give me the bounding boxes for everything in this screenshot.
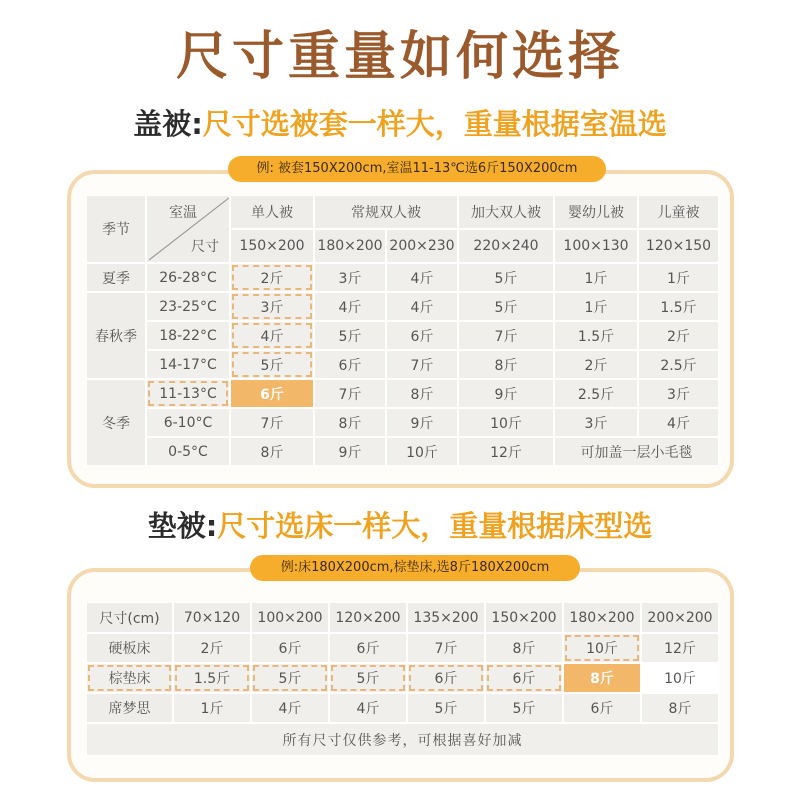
type-baby: 婴幼儿被: [554, 195, 638, 229]
blanket-note: 可加盖一层小毛毯: [554, 437, 719, 466]
weight-cell: 10斤: [563, 633, 641, 663]
weight-cell: 1.5斤: [638, 292, 719, 321]
mattress-heading-lead: 垫被:: [147, 509, 218, 543]
corner-header: [146, 195, 230, 263]
weight-cell: 10斤: [458, 408, 554, 437]
weight-cell: 8斤: [230, 437, 314, 466]
weight-cell: 5斤: [407, 693, 485, 723]
quilt-type-row: [86, 195, 719, 229]
weight-cell: 6斤: [329, 633, 407, 663]
weight-cell: 5斤: [230, 350, 314, 379]
temp-cell: 14-17°C: [146, 350, 230, 379]
footnote-row: [86, 723, 719, 756]
bed-hardboard: 硬板床: [86, 633, 173, 663]
weight-cell: 7斤: [407, 633, 485, 663]
size-cell: 220×240: [458, 229, 554, 263]
weight-cell: 7斤: [386, 350, 458, 379]
season-header: 季节: [86, 195, 146, 263]
weight-cell: 1.5斤: [173, 663, 251, 693]
weight-cell: 2.5斤: [638, 350, 719, 379]
mattress-heading-rest: 尺寸选床一样大，重量根据床型选: [217, 509, 653, 543]
size-cell: 150×200: [485, 602, 563, 633]
size-cell: 200×200: [641, 602, 719, 633]
size-cell: 120×200: [329, 602, 407, 633]
size-header: 尺寸(cm): [86, 602, 173, 633]
table-row: [86, 693, 719, 723]
weight-cell: 1.5斤: [554, 321, 638, 350]
season-spring-autumn: 春秋季: [86, 292, 146, 379]
table-row: [86, 408, 719, 437]
weight-cell: 6斤: [407, 663, 485, 693]
size-cell: 100×130: [554, 229, 638, 263]
weight-cell: 6斤: [485, 663, 563, 693]
weight-cell: 6斤: [386, 321, 458, 350]
weight-cell: 5斤: [314, 321, 386, 350]
weight-cell-highlighted: 8斤: [563, 663, 641, 693]
weight-cell: 7斤: [230, 408, 314, 437]
type-double: 常规双人被: [314, 195, 458, 229]
season-summer: 夏季: [86, 263, 146, 292]
size-cell: 200×230: [386, 229, 458, 263]
type-child: 儿童被: [638, 195, 719, 229]
weight-cell-highlighted: 6斤: [230, 379, 314, 408]
weight-cell: 12斤: [458, 437, 554, 466]
weight-cell: 6斤: [314, 350, 386, 379]
weight-cell: 5斤: [329, 663, 407, 693]
size-cell: 150×200: [230, 229, 314, 263]
weight-cell: 8斤: [314, 408, 386, 437]
quilt-heading-lead: 盖被:: [133, 107, 203, 141]
table-row: [86, 350, 719, 379]
weight-cell: 10斤: [641, 663, 719, 693]
type-single: 单人被: [230, 195, 314, 229]
weight-cell: 7斤: [458, 321, 554, 350]
temp-cell: 6-10°C: [146, 408, 230, 437]
weight-cell: 7斤: [314, 379, 386, 408]
size-cell: 100×200: [251, 602, 329, 633]
temp-cell: 18-22°C: [146, 321, 230, 350]
footnote: 所有尺寸仅供参考，可根据喜好加减: [86, 723, 719, 756]
weight-cell: 4斤: [251, 693, 329, 723]
weight-cell: 5斤: [485, 693, 563, 723]
mattress-size-row: [86, 602, 719, 633]
type-double-large: 加大双人被: [458, 195, 554, 229]
weight-cell: 4斤: [230, 321, 314, 350]
table-row: [86, 633, 719, 663]
quilt-heading-rest: 尺寸选被套一样大，重量根据室温选: [202, 107, 667, 141]
weight-cell: 9斤: [458, 379, 554, 408]
page-title: 尺寸重量如何选择: [175, 27, 624, 87]
weight-cell: 5斤: [458, 292, 554, 321]
size-cell: 135×200: [407, 602, 485, 633]
weight-cell: 2斤: [173, 633, 251, 663]
quilt-heading: [0, 104, 800, 144]
weight-cell: 12斤: [641, 633, 719, 663]
temp-cell-highlighted: 11-13°C: [146, 379, 230, 408]
weight-cell: 8斤: [641, 693, 719, 723]
quilt-example-pill: 例: 被套150X200cm,室温11-13℃选6斤150X200cm: [228, 156, 606, 182]
weight-cell: 6斤: [563, 693, 641, 723]
weight-cell: 4斤: [386, 263, 458, 292]
weight-cell: 4斤: [386, 292, 458, 321]
weight-cell: 5斤: [458, 263, 554, 292]
weight-cell: 3斤: [230, 292, 314, 321]
table-row: [86, 321, 719, 350]
table-row: [86, 292, 719, 321]
weight-cell: 4斤: [314, 292, 386, 321]
table-row: [86, 437, 719, 466]
weight-cell: 5斤: [251, 663, 329, 693]
size-cell: 70×120: [173, 602, 251, 633]
table-row: [86, 379, 719, 408]
temp-cell: 23-25°C: [146, 292, 230, 321]
weight-cell: 1斤: [173, 693, 251, 723]
corner-temp-label: 室温: [169, 205, 197, 221]
weight-cell: 2.5斤: [554, 379, 638, 408]
weight-cell: 1斤: [638, 263, 719, 292]
weight-cell: 8斤: [386, 379, 458, 408]
temp-cell: 26-28°C: [146, 263, 230, 292]
weight-cell: 3斤: [554, 408, 638, 437]
bed-simmons: 席梦思: [86, 693, 173, 723]
weight-cell: 9斤: [314, 437, 386, 466]
mattress-example-pill: 例:床180X200cm,棕垫床,选8斤180X200cm: [250, 555, 580, 581]
table-row: [86, 263, 719, 292]
mattress-heading: [0, 506, 800, 546]
weight-cell: 1斤: [554, 263, 638, 292]
weight-cell: 8斤: [485, 633, 563, 663]
weight-cell: 10斤: [386, 437, 458, 466]
size-cell: 120×150: [638, 229, 719, 263]
weight-cell: 3斤: [638, 379, 719, 408]
size-cell: 180×200: [314, 229, 386, 263]
mattress-table: [85, 601, 720, 757]
bed-palm-highlighted: 棕垫床: [86, 663, 173, 693]
weight-cell: 4斤: [638, 408, 719, 437]
weight-cell: 3斤: [314, 263, 386, 292]
season-winter: 冬季: [86, 379, 146, 466]
weight-cell: 2斤: [554, 350, 638, 379]
corner-size-label: 尺寸: [191, 239, 219, 255]
weight-cell: 1斤: [554, 292, 638, 321]
weight-cell: 6斤: [251, 633, 329, 663]
size-cell: 180×200: [563, 602, 641, 633]
weight-cell: 2斤: [638, 321, 719, 350]
weight-cell: 2斤: [230, 263, 314, 292]
table-row: [86, 663, 719, 693]
weight-cell: 9斤: [386, 408, 458, 437]
quilt-table: [85, 194, 720, 467]
weight-cell: 4斤: [329, 693, 407, 723]
temp-cell: 0-5°C: [146, 437, 230, 466]
weight-cell: 8斤: [458, 350, 554, 379]
